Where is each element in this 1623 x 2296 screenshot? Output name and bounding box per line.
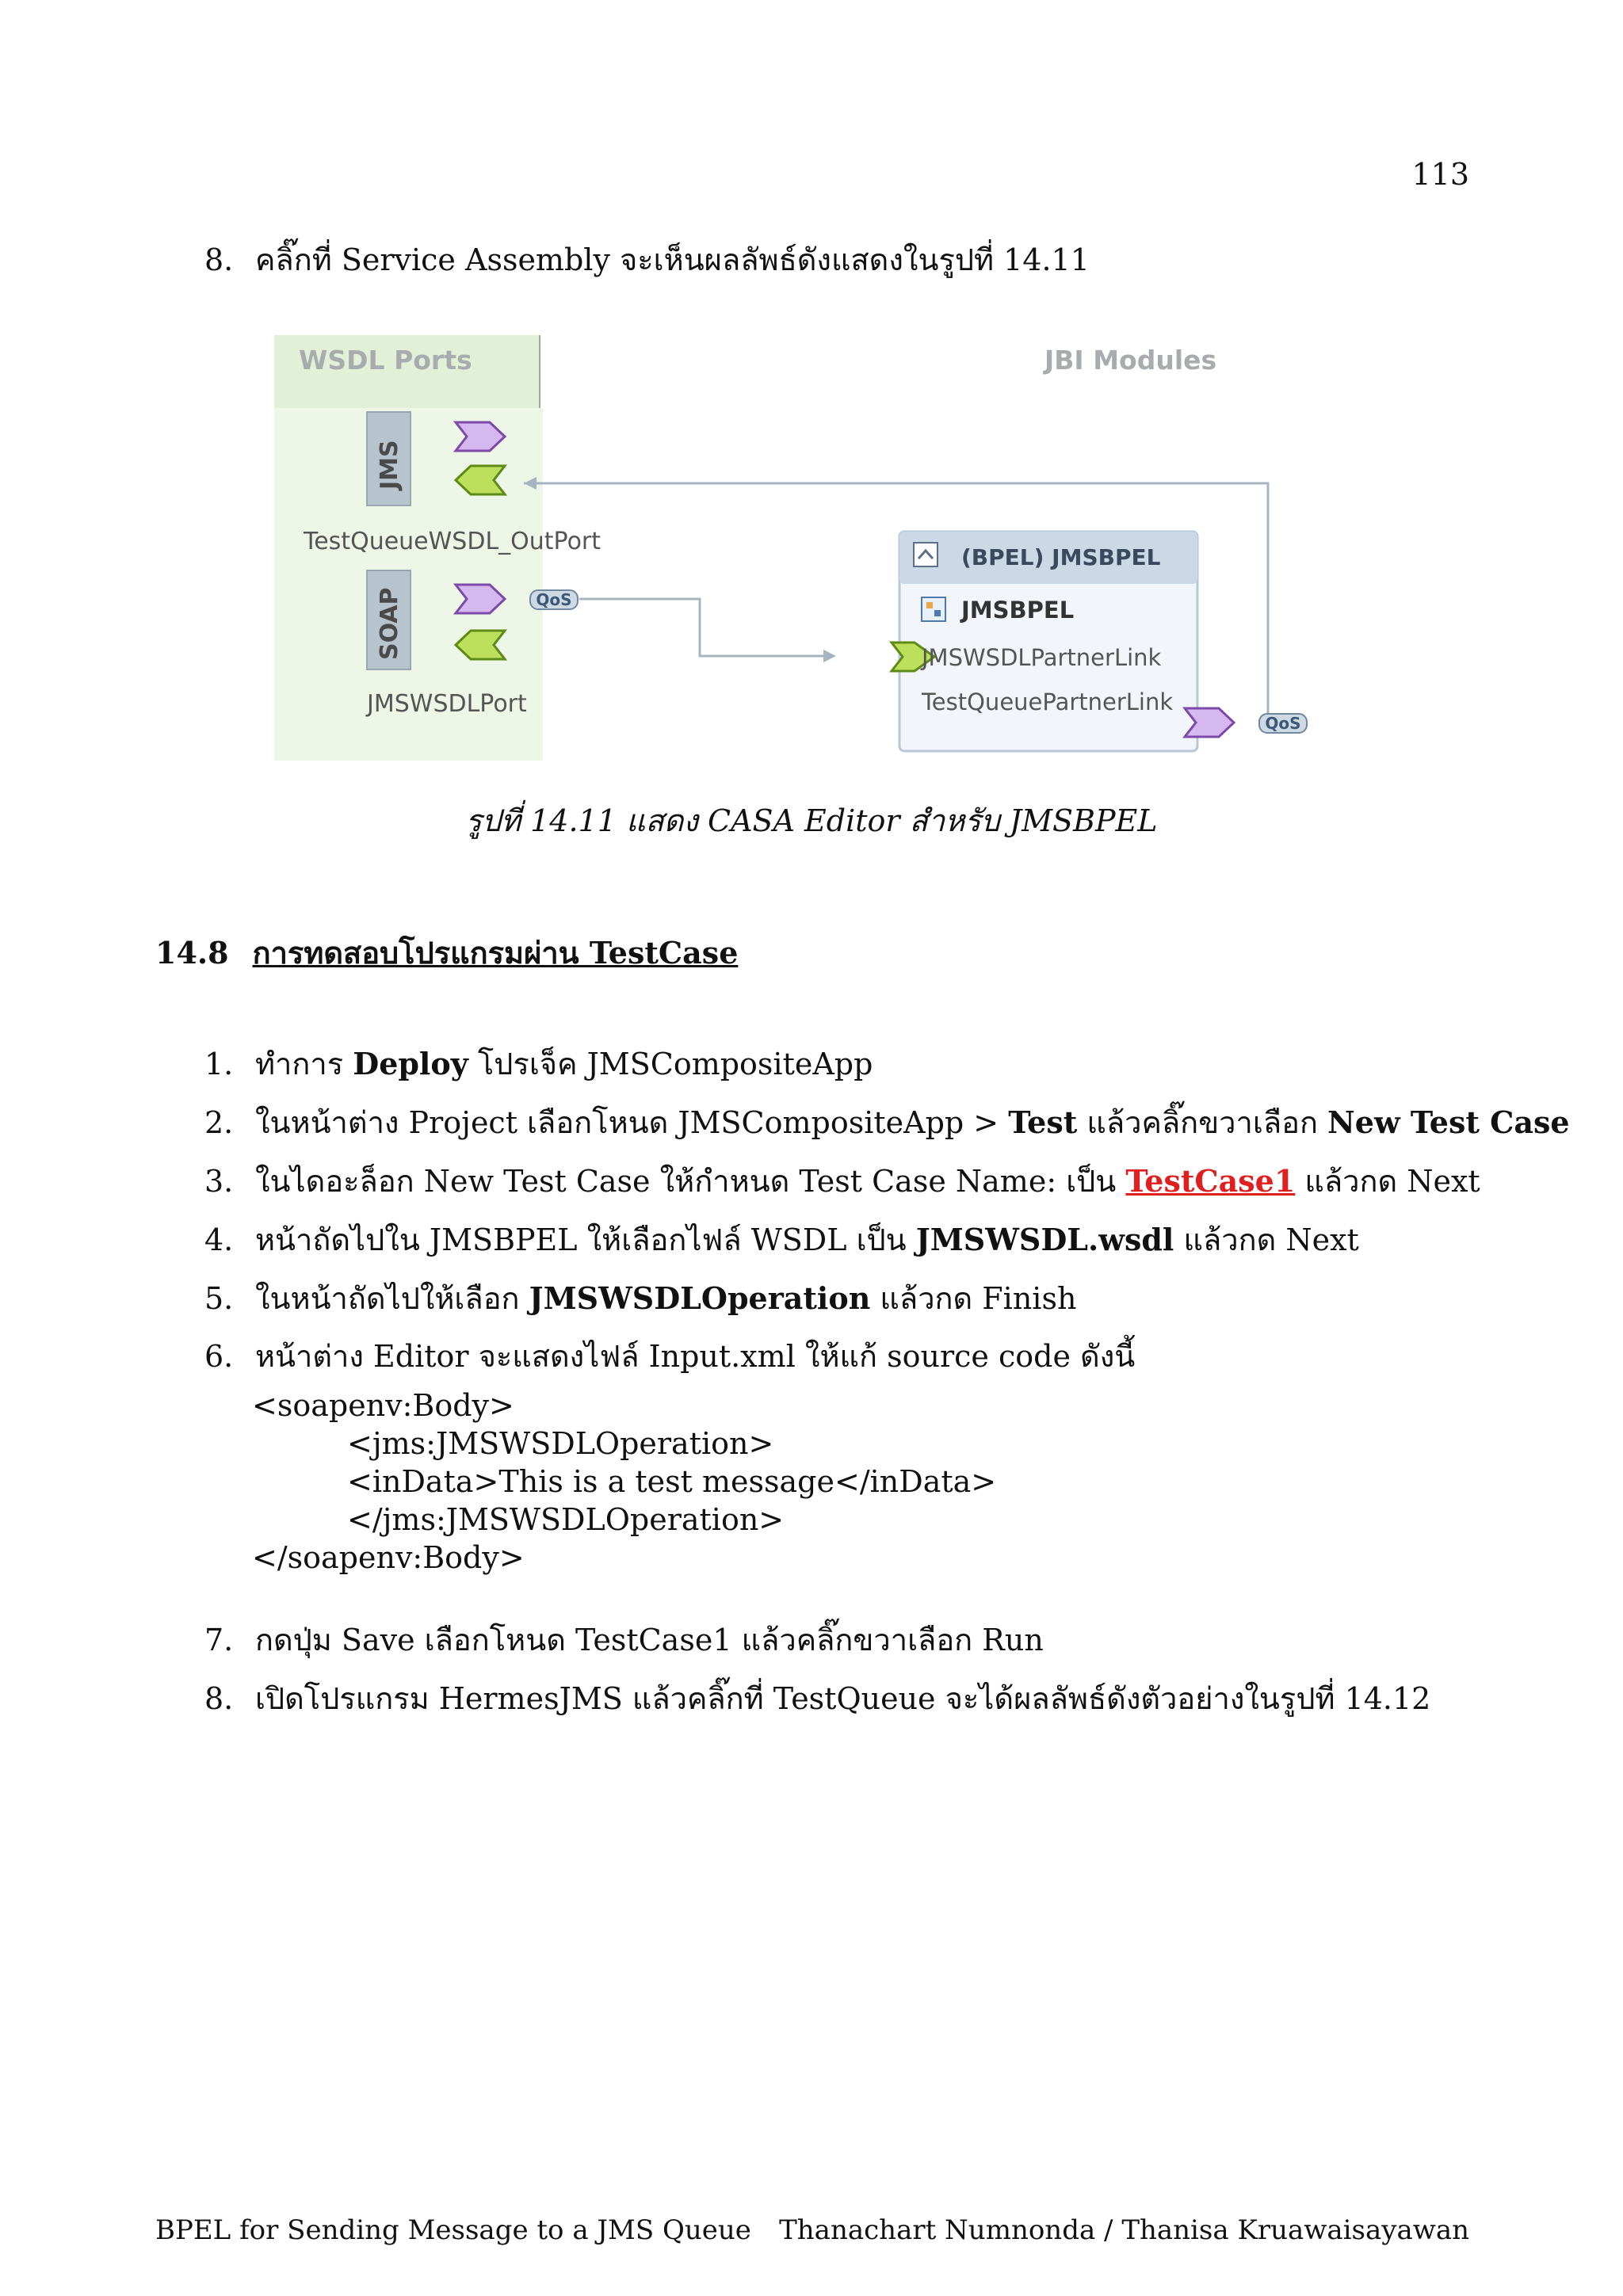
step-8 <box>204 1681 1430 1718</box>
step-number: 7. <box>204 1623 234 1657</box>
step-1 <box>204 1046 873 1083</box>
step-text: แล้วกด Finish <box>870 1281 1077 1316</box>
qos-left-label: QoS <box>536 590 572 609</box>
figure-caption: รูปที่ 14.11 แสดง CASA Editor สำหรับ JMSBPEL <box>465 803 1158 838</box>
code-line-5: </soapenv:Body> <box>252 1540 525 1575</box>
step-bold: New Test Case <box>1327 1104 1570 1140</box>
step-text: โปรเจ็ค JMSCompositeApp <box>468 1047 873 1081</box>
step-text: หน้าถัดไปใน JMSBPEL ให้เลือกไฟล์ WSDL เป็น <box>255 1222 916 1257</box>
step-text: แล้วกด Next <box>1295 1164 1480 1199</box>
step-number: 4. <box>204 1222 234 1257</box>
step-text: ในหน้าต่าง Project เลือกโหนด JMSCompositeApp > <box>255 1105 1009 1140</box>
step-number: 1. <box>204 1047 234 1081</box>
step-number: 2. <box>204 1105 234 1140</box>
intro-item-text: คลิ๊กที่ Service Assembly จะเห็นผลลัพธ์ดังแสดงในรูปที่ 14.11 <box>255 242 1090 277</box>
testcase-link[interactable]: TestCase1 <box>1125 1163 1296 1199</box>
step-text: หน้าต่าง Editor จะแสดงไฟล์ Input.xml ให้แก้ source code ดังนี้ <box>255 1339 1136 1374</box>
soap-port-label: JMSWSDLPort <box>367 690 527 718</box>
bpel-process-icon <box>922 597 945 621</box>
intro-item-number: 8. <box>204 242 234 277</box>
step-text: ในไดอะล็อก New Test Case ให้กำหนด Test Case Name: เป็น <box>255 1164 1126 1199</box>
section-heading <box>155 929 738 977</box>
jms-tab-label: JMS <box>376 440 403 490</box>
step-3 <box>204 1163 1480 1200</box>
step-text: แล้วคลิ๊กขวาเลือก <box>1077 1105 1328 1140</box>
bpel-process-label: JMSBPEL <box>961 597 1075 624</box>
step-7 <box>204 1623 1044 1659</box>
step-bold: JMSWSDLOperation <box>529 1280 871 1316</box>
step-number: 3. <box>204 1164 234 1199</box>
bpel-box-title: (BPEL) JMSBPEL <box>961 544 1161 570</box>
step-text: เปิดโปรแกรม HermesJMS แล้วคลิ๊กที่ TestQueue จะได้ผลลัพธ์ดังตัวอย่างในรูปที่ 14.12 <box>255 1681 1431 1716</box>
intro-item <box>204 242 1090 279</box>
code-line-2: <jms:JMSWSDLOperation> <box>347 1426 774 1461</box>
jbi-modules-title: JBI Modules <box>1044 345 1217 376</box>
collapse-icon[interactable] <box>914 543 938 566</box>
wsdl-ports-title: WSDL Ports <box>299 345 472 376</box>
code-line-4: </jms:JMSWSDLOperation> <box>347 1502 785 1537</box>
footer-right: Thanachart Numnonda / Thanisa Kruawaisayawan <box>779 2214 1469 2246</box>
step-2 <box>204 1104 1570 1142</box>
step-number: 6. <box>204 1339 234 1374</box>
step-text: กดปุ่ม Save เลือกโหนด TestCase1 แล้วคลิ๊กขวาเลือก Run <box>255 1623 1044 1657</box>
code-line-1: <soapenv:Body> <box>252 1388 514 1423</box>
footer-left: BPEL for Sending Message to a JMS Queue <box>155 2214 751 2246</box>
connector-in-arrow <box>823 650 836 662</box>
qos-right-label: QoS <box>1265 714 1301 733</box>
casa-diagram <box>272 331 1326 763</box>
out-port-label: TestQueueWSDL_OutPort <box>304 528 601 555</box>
step-bold: JMSWSDL.wsdl <box>915 1222 1174 1257</box>
page-number: 113 <box>1411 157 1469 192</box>
partner-link-1-label[interactable]: JMSWSDLPartnerLink <box>922 644 1162 671</box>
step-text: แล้วกด Next <box>1174 1222 1359 1257</box>
partner-link-2-label[interactable]: TestQueuePartnerLink <box>922 688 1174 715</box>
code-line-3: <inData>This is a test message</inData> <box>347 1464 997 1499</box>
soap-tab-label: SOAP <box>376 587 403 660</box>
section-title: การทดสอบโปรแกรมผ่าน TestCase <box>252 935 739 971</box>
step-6 <box>204 1339 1135 1375</box>
step-bold: Test <box>1008 1104 1078 1140</box>
section-number: 14.8 <box>155 935 229 971</box>
step-4 <box>204 1222 1359 1259</box>
step-5 <box>204 1280 1076 1318</box>
casa-diagram-svg <box>272 331 1326 763</box>
step-bold: Deploy <box>353 1046 468 1081</box>
connector-in <box>579 599 831 656</box>
step-number: 8. <box>204 1681 234 1716</box>
step-number: 5. <box>204 1281 234 1316</box>
step-text: ทำการ <box>255 1047 353 1081</box>
step-text: ในหน้าถัดไปให้เลือก <box>255 1281 529 1316</box>
